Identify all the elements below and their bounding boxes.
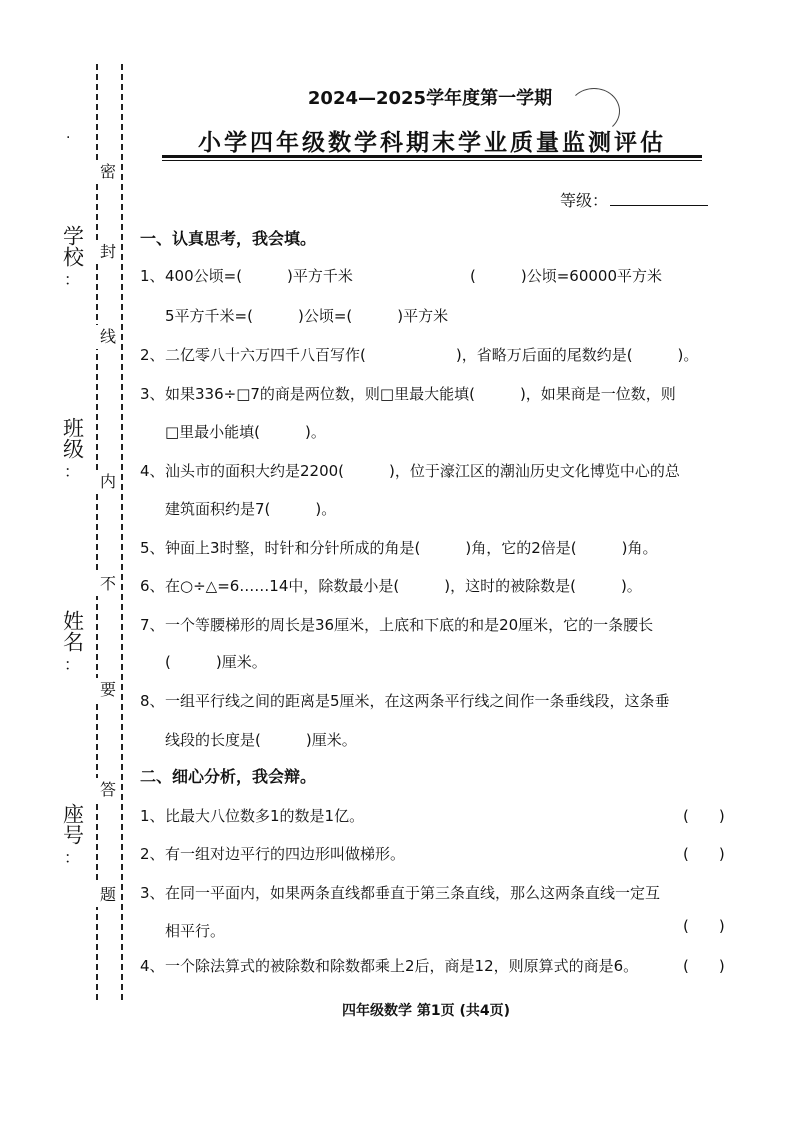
q3-line2: □里最小能填( )。 [165, 423, 326, 441]
grade-label: 等级： [560, 191, 609, 210]
q-number: 5、 [140, 539, 165, 557]
field-label: 姓名 [60, 610, 85, 652]
binding-line-left [96, 64, 98, 1000]
field-colon: ： [63, 655, 80, 674]
q1-part-a: 400公顷=( )平方千米 [165, 267, 353, 285]
field-colon: ： [63, 462, 80, 481]
seal-char: 密 [96, 160, 120, 184]
q-number: 2、 [140, 845, 165, 863]
answer-paren[interactable]: ( ) [683, 845, 725, 863]
q6-text: 在○÷△=6……14中，除数最小是( )，这时的被除数是( )。 [165, 577, 642, 595]
q3-line1: 如果336÷□7的商是两位数，则□里最大能填( )，如果商是一位数，则 [165, 385, 676, 403]
page-footer: 四年级数学 第1页 (共4页) [341, 1003, 511, 1019]
seal-char: 线 [96, 325, 120, 349]
field-class-label [58, 417, 86, 484]
grade-blank[interactable] [610, 191, 708, 206]
seal-char: 题 [96, 883, 120, 907]
seal-char: 封 [96, 240, 120, 264]
answer-paren[interactable]: ( ) [683, 957, 725, 975]
q4-line1: 汕头市的面积大约是2200( )，位于濠江区的潮汕历史文化博览中心的总 [165, 462, 680, 480]
q-number: 7、 [140, 616, 165, 634]
field-seat-label [58, 803, 86, 870]
q-number: 4、 [140, 957, 165, 975]
q8-line1: 一组平行线之间的距离是5厘米，在这两条平行线之间作一条垂线段，这条垂 [165, 692, 670, 710]
q4-line2: 建筑面积约是7( )。 [165, 500, 337, 518]
s2-q2-text: 有一组对边平行的四边形叫做梯形。 [165, 845, 406, 863]
title-rule-thick [162, 155, 702, 158]
q5-text: 钟面上3时整，时针和分针所成的角是( )角，它的2倍是( )角。 [165, 539, 658, 557]
q-number: 1、 [140, 267, 165, 285]
section1-heading: 一、认真思考，我会填。 [140, 229, 317, 248]
answer-paren[interactable]: ( ) [683, 917, 725, 935]
q1-part-c: 5平方千米=( )公顷=( )平方米 [165, 307, 449, 325]
field-name-label [58, 610, 86, 677]
field-label: 座号 [60, 803, 85, 845]
q2-text: 二亿零八十六万四千八百写作( )，省略万后面的尾数约是( )。 [165, 346, 699, 364]
answer-paren[interactable]: ( ) [683, 807, 725, 825]
exam-term-title: 2024—2025学年度第一学期 [307, 88, 553, 109]
seal-char: 答 [96, 778, 120, 802]
grade-field [560, 188, 708, 211]
q-number: 1、 [140, 807, 165, 825]
s2-q1-text: 比最大八位数多1的数是1亿。 [165, 807, 365, 825]
q8-line2: 线段的长度是( )厘米。 [165, 731, 357, 749]
title-rule-thin [162, 160, 702, 161]
field-colon: ： [63, 848, 80, 867]
field-label: 学校 [60, 225, 85, 267]
seal-char: 不 [96, 572, 120, 596]
binding-line-right [121, 64, 123, 1000]
s2-q4-text: 一个除法算式的被除数和除数都乘上2后，商是12，则原算式的商是6。 [165, 957, 639, 975]
seal-char: 要 [96, 678, 120, 702]
field-colon: ： [63, 270, 80, 289]
q-number: 4、 [140, 462, 165, 480]
q-number: 2、 [140, 346, 165, 364]
q-number: 3、 [140, 884, 165, 902]
q1-part-b: ( )公顷=60000平方米 [470, 267, 662, 285]
q-number: 6、 [140, 577, 165, 595]
q-number: 3、 [140, 385, 165, 403]
s2-q3-line1: 在同一平面内，如果两条直线都垂直于第三条直线，那么这两条直线一定互 [165, 884, 661, 902]
s2-q3-line2: 相平行。 [165, 922, 226, 940]
field-school-label [58, 225, 86, 292]
q7-line2: ( )厘米。 [165, 653, 267, 671]
q-number: 8、 [140, 692, 165, 710]
field-label: 班级 [60, 417, 85, 459]
q7-line1: 一个等腰梯形的周长是36厘米，上底和下底的和是20厘米，它的一条腰长 [165, 616, 654, 634]
section2-heading: 二、细心分析，我会辩。 [140, 767, 317, 786]
seal-char: 内 [96, 470, 120, 494]
margin-dot: · [66, 130, 71, 146]
exam-title: 小学四年级数学科期末学业质量监测评估 [198, 130, 666, 156]
